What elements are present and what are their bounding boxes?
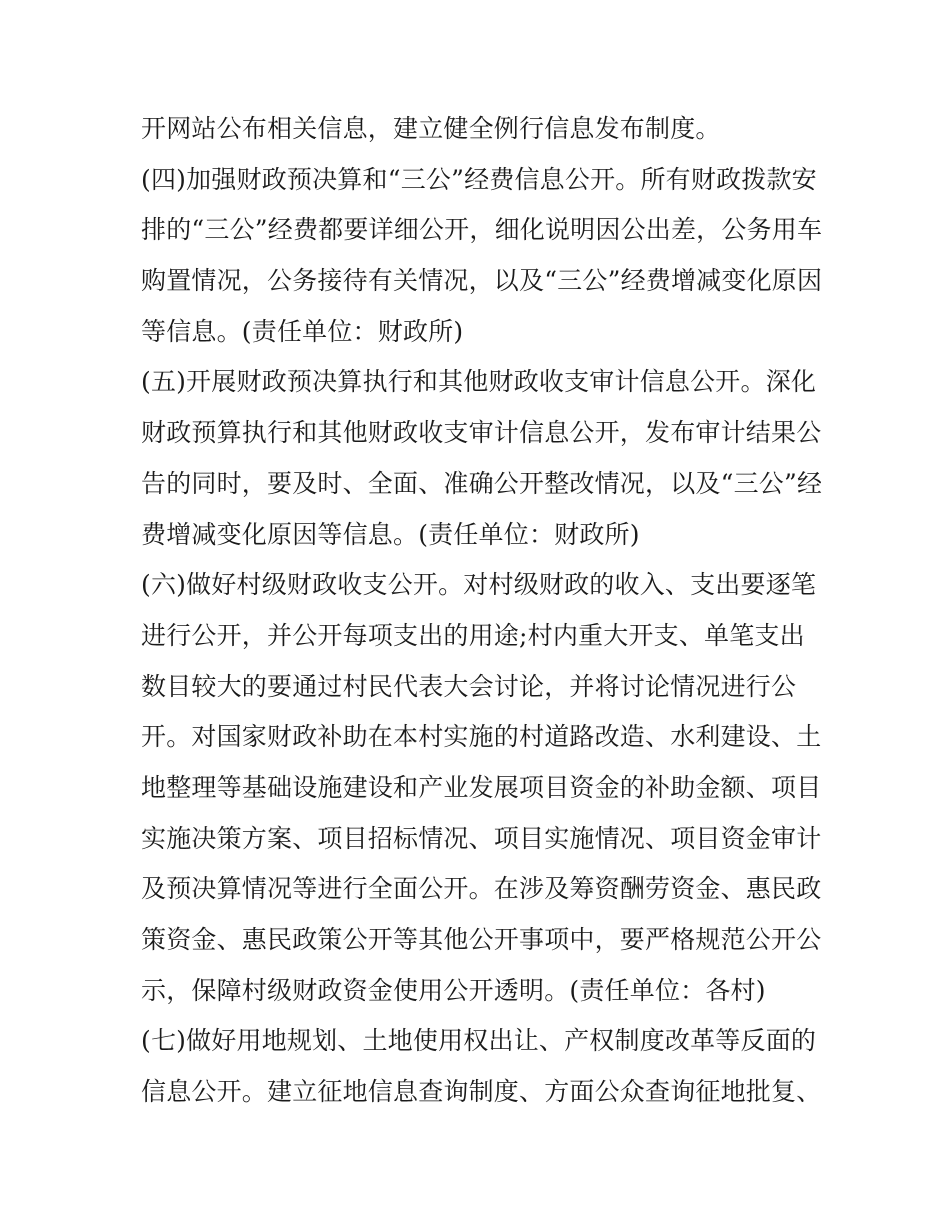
text-line: 购置情况，公务接待有关情况，以及“三公”经费增减变化原因 xyxy=(141,266,823,296)
text-line: 告的同时，要及时、全面、准确公开整改情况，以及“三公”经 xyxy=(141,468,823,498)
text-line: 地整理等基础设施建设和产业发展项目资金的补助金额、项目 xyxy=(141,772,822,802)
text-line: 示，保障村级财政资金使用公开透明。(责任单位：各村) xyxy=(141,975,766,1005)
text-line: 数目较大的要通过村民代表大会讨论，并将讨论情况进行公 xyxy=(141,671,797,701)
text-line: 费增减变化原因等信息。(责任单位：财政所) xyxy=(141,519,640,549)
text-line: 等信息。(责任单位：财政所) xyxy=(141,316,464,346)
text-line: 财政预算执行和其他财政收支审计信息公开，发布审计结果公 xyxy=(141,418,822,448)
text-line: (七)做好用地规划、土地使用权出让、产权制度改革等反面的 xyxy=(141,1026,817,1056)
text-line: 进行公开，并公开每项支出的用途;村内重大开支、单笔支出 xyxy=(141,620,805,650)
text-line: (六)做好村级财政收支公开。对村级财政的收入、支出要逐笔 xyxy=(141,570,817,600)
text-line: 开。对国家财政补助在本村实施的村道路改造、水利建设、土 xyxy=(141,722,822,752)
text-line: 策资金、惠民政策公开等其他公开事项中，要严格规范公开公 xyxy=(141,925,822,954)
document-body xyxy=(141,104,821,1118)
text-line: 排的“三公”经费都要详细公开，细化说明因公出差，公务用车 xyxy=(141,215,823,245)
text-line: (五)开展财政预决算执行和其他财政收支审计信息公开。深化 xyxy=(141,367,817,397)
text-line: 开网站公布相关信息，建立健全例行信息发布制度。 xyxy=(141,114,721,143)
text-line: 及预决算情况等进行全面公开。在涉及筹资酬劳资金、惠民政 xyxy=(141,874,822,904)
text-line: 实施决策方案、项目招标情况、项目实施情况、项目资金审计 xyxy=(141,823,822,853)
text-line: (四)加强财政预决算和“三公”经费信息公开。所有财政拨款安 xyxy=(141,164,817,194)
text-line: 信息公开。建立征地信息查询制度、方面公众查询征地批复、 xyxy=(141,1077,822,1107)
